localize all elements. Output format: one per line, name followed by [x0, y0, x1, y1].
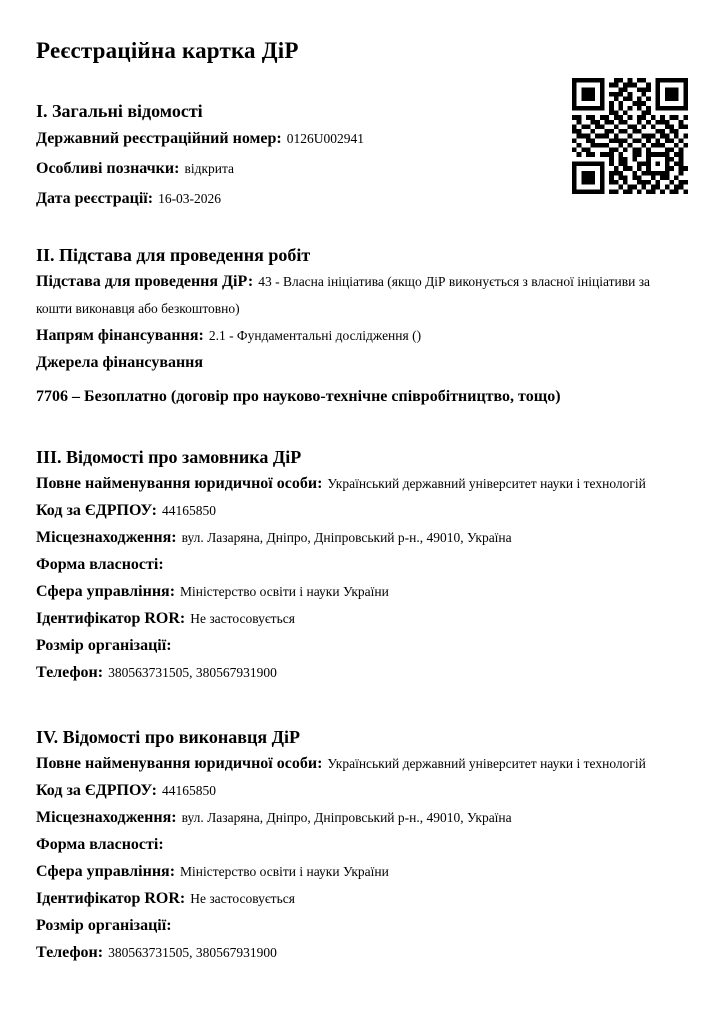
field-label: Особливі позначки: — [36, 160, 180, 177]
field-row — [36, 831, 688, 858]
field-value: вул. Лазаряна, Дніпро, Дніпровський р-н., 49010, Україна — [181, 530, 512, 545]
field-value: 0126U002941 — [286, 131, 364, 146]
field-row — [36, 551, 688, 578]
section-heading: IV. Відомості про виконавця ДіР — [36, 727, 300, 747]
field-value: 43 - Власна ініціатива (якщо ДіР виконується з власної ініціативи за кошти виконавця або безкоштовно) — [36, 274, 651, 316]
field-label: Ідентифікатор ROR: — [36, 610, 186, 627]
field-label: Форма власності: — [36, 836, 164, 853]
field-label: Телефон: — [36, 664, 104, 681]
field-label: Код за ЄДРПОУ: — [36, 502, 157, 519]
field-label: Сфера управління: — [36, 863, 176, 880]
field-row — [36, 322, 688, 349]
field-row — [36, 750, 688, 777]
field-row — [36, 804, 688, 831]
field-row — [36, 939, 688, 966]
field-value: Не застосовується — [190, 891, 295, 906]
field-row — [36, 858, 688, 885]
field-row — [36, 777, 688, 804]
field-label: Сфера управління: — [36, 583, 176, 600]
field-row — [36, 632, 688, 659]
field-value: 44165850 — [161, 503, 216, 518]
field-row — [36, 578, 688, 605]
field-label: Дата реєстрації: — [36, 190, 154, 207]
field-row — [36, 349, 688, 376]
section-heading: I. Загальні відомості — [36, 101, 203, 121]
field-row — [36, 497, 688, 524]
field-value: Міністерство освіти і науки України — [180, 864, 389, 879]
field-row — [36, 470, 688, 497]
field-label: Повне найменування юридичної особи: — [36, 475, 323, 492]
field-label: Джерела фінансування — [36, 354, 204, 371]
field-value: Міністерство освіти і науки України — [180, 584, 389, 599]
field-value: Український державний університет науки і технологій — [327, 476, 646, 491]
document-section — [36, 728, 688, 966]
field-row — [36, 268, 688, 322]
field-label: Розмір організації: — [36, 637, 172, 654]
page-title: Реєстраційна картка ДіР — [36, 38, 299, 63]
document-body — [36, 102, 688, 966]
document-section — [36, 448, 688, 686]
field-value: 380563731505, 380567931900 — [108, 945, 277, 960]
field-label: Форма власності: — [36, 556, 164, 573]
field-row — [36, 912, 688, 939]
field-row — [36, 659, 688, 686]
field-label: Місцезнаходження: — [36, 809, 177, 826]
field-label: Місцезнаходження: — [36, 529, 177, 546]
section-fields — [36, 470, 688, 686]
field-value: 16-03-2026 — [158, 191, 222, 206]
field-label: Код за ЄДРПОУ: — [36, 782, 157, 799]
field-label: Ідентифікатор ROR: — [36, 890, 186, 907]
field-value: 380563731505, 380567931900 — [108, 665, 277, 680]
section-heading: II. Підстава для проведення робіт — [36, 245, 311, 265]
field-label: Напрям фінансування: — [36, 327, 204, 344]
field-value: відкрита — [184, 161, 235, 176]
section-note: 7706 – Безоплатно (договір про науково-технічне співробітництво, тощо) — [36, 388, 561, 405]
field-value: 2.1 - Фундаментальні дослідження () — [208, 328, 422, 343]
field-value: 44165850 — [161, 783, 216, 798]
field-row — [36, 524, 688, 551]
field-row — [36, 885, 688, 912]
section-fields — [36, 268, 688, 410]
field-row — [36, 605, 688, 632]
qr-code-icon — [572, 78, 688, 194]
field-label: Державний реєстраційний номер: — [36, 130, 282, 147]
section-fields — [36, 750, 688, 966]
field-value: вул. Лазаряна, Дніпро, Дніпровський р-н., 49010, Україна — [181, 810, 512, 825]
document-section — [36, 246, 688, 410]
field-label: Повне найменування юридичної особи: — [36, 755, 323, 772]
field-label: Телефон: — [36, 944, 104, 961]
field-label: Підстава для проведення ДіР: — [36, 273, 254, 290]
section-heading: III. Відомості про замовника ДіР — [36, 447, 302, 467]
field-label: Розмір організації: — [36, 917, 172, 934]
field-value: Український державний університет науки і технологій — [327, 756, 646, 771]
field-value: Не застосовується — [190, 611, 295, 626]
